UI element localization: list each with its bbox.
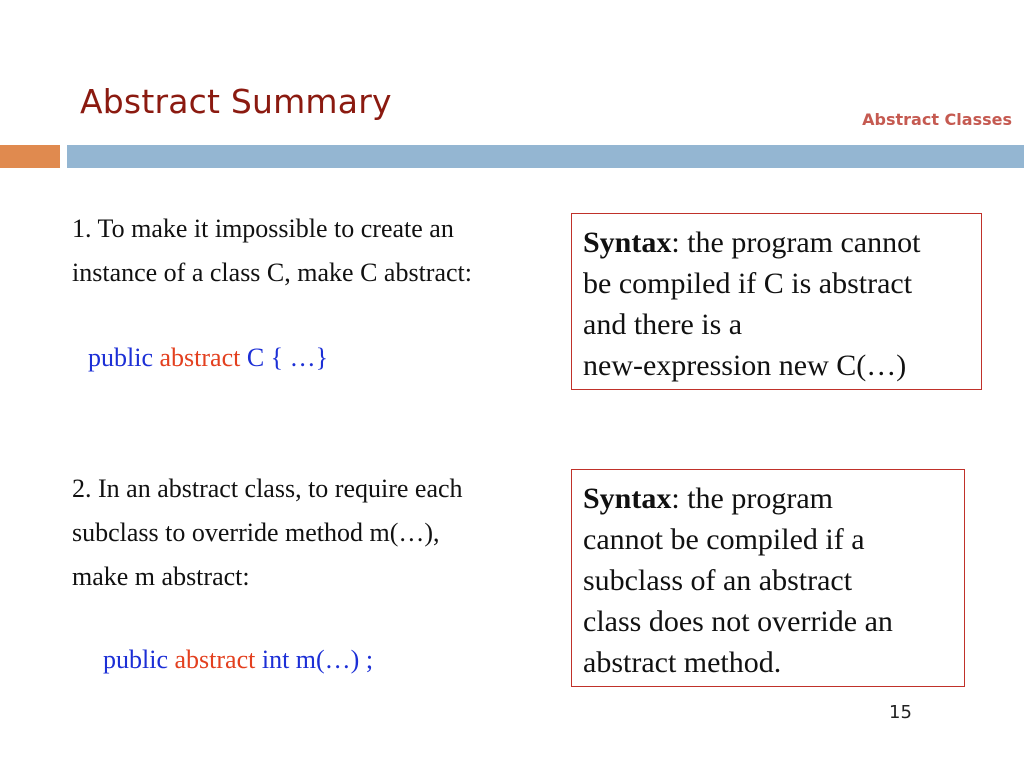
code-2-public: public <box>103 645 175 674</box>
box-1-line-1 <box>583 222 971 263</box>
syntax-box-2 <box>571 469 965 687</box>
point-2-line-1: 2. In an abstract class, to require each <box>72 474 463 503</box>
box-1-line-1-rest: : the program cannot <box>671 226 921 259</box>
code-2-abstract: abstract <box>174 645 256 674</box>
box-2-line-4: class does not override an <box>583 605 893 638</box>
point-2-line-2: subclass to override method m(…), <box>72 518 440 547</box>
box-1-line-3: and there is a <box>583 308 743 341</box>
box-2-line-3: subclass of an abstract <box>583 564 853 597</box>
box-2-line-5: abstract method. <box>583 646 782 679</box>
box-2-line-1 <box>583 478 954 519</box>
point-2-text <box>72 467 463 599</box>
point-1-code <box>88 343 328 373</box>
box-2-line-1-rest: : the program <box>671 482 833 515</box>
box-1-line-2: be compiled if C is abstract <box>583 267 913 300</box>
code-2-rest: int m(…) ; <box>255 645 374 674</box>
header-bar-accent <box>0 145 60 168</box>
page-number: 15 <box>889 702 912 723</box>
syntax-box-1 <box>571 213 982 390</box>
slide-title: Abstract Summary <box>80 82 392 121</box>
point-2-code <box>103 645 373 675</box>
box-1-label: Syntax <box>583 226 672 259</box>
point-2-line-3: make m abstract: <box>72 562 250 591</box>
code-1-public: public <box>88 343 160 372</box>
section-label: Abstract Classes <box>862 110 1012 129</box>
box-2-line-2: cannot be compiled if a <box>583 523 865 556</box>
point-1-line-1: 1. To make it impossible to create an <box>72 214 454 243</box>
point-1-line-2: instance of a class C, make C abstract: <box>72 258 472 287</box>
box-2-label: Syntax <box>583 482 672 515</box>
box-1-line-4: new-expression new C(…) <box>583 349 907 382</box>
code-1-abstract: abstract <box>159 343 241 372</box>
code-1-rest: C { …} <box>240 343 329 372</box>
point-1-text <box>72 207 472 295</box>
header-bar <box>67 145 1024 168</box>
